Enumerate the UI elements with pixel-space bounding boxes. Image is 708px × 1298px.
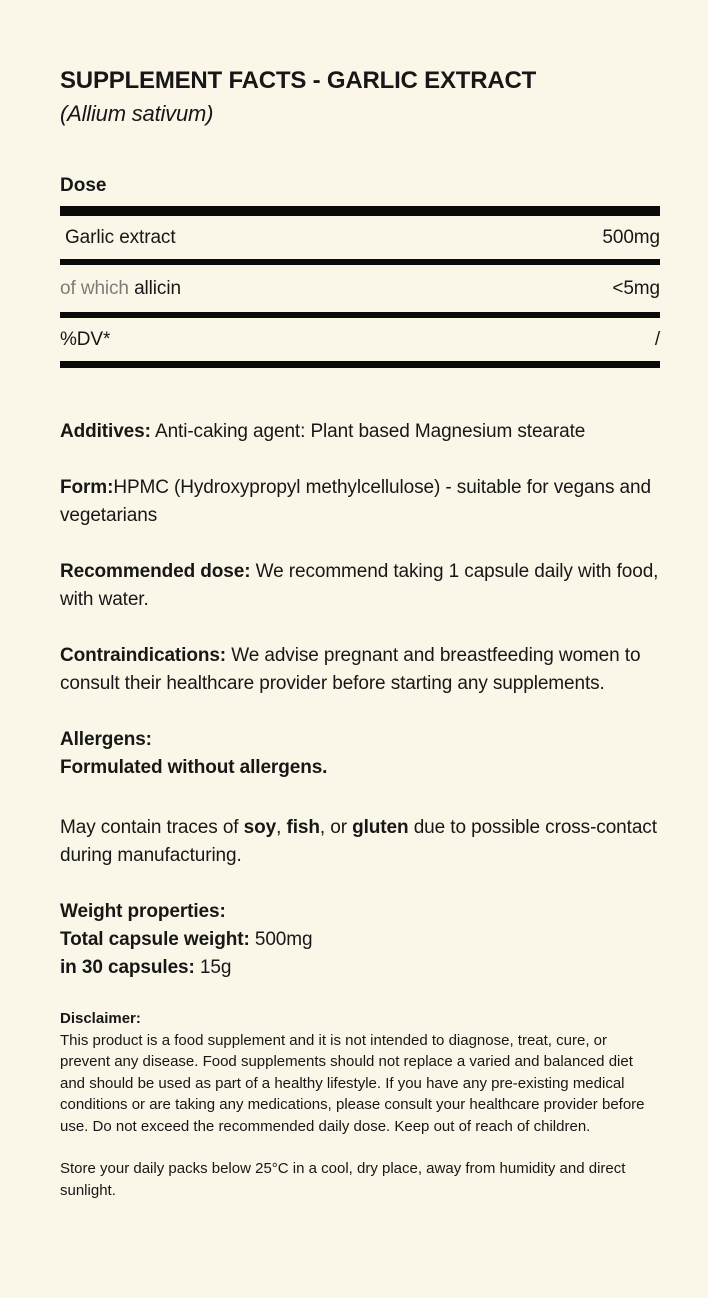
storage-paragraph: Store your daily packs below 25°C in a cool, dry place, away from humidity and direct sunlight. <box>60 1160 626 1199</box>
sub-ingredient: allicin <box>134 277 181 299</box>
ingredient-name <box>60 278 181 300</box>
disclaimer-heading: Disclaimer: <box>60 1010 141 1027</box>
contraindications-label: Contraindications: <box>60 645 227 666</box>
dv-label: %DV* <box>60 328 111 350</box>
table-row-garlic-extract <box>60 216 660 259</box>
additives-paragraph <box>60 418 660 446</box>
form-paragraph <box>60 474 660 530</box>
capsule-count-weight-label: in 30 capsules: <box>60 957 195 978</box>
allergens-statement: Formulated without allergens. <box>60 757 328 778</box>
traces-sep-2: , or <box>319 817 353 838</box>
page-title: SUPPLEMENT FACTS - GARLIC EXTRACT <box>60 67 537 94</box>
dv-value: / <box>654 328 660 350</box>
capsule-count-weight-line <box>60 954 660 982</box>
contraindications-text: We advise pregnant and breastfeeding women to consult their healthcare provider before starting any supplements. <box>60 645 641 694</box>
traces-text-1: May contain traces of <box>60 817 244 838</box>
total-capsule-weight-line <box>60 926 660 954</box>
allergen-fish: fish <box>286 817 320 838</box>
table-row-dv <box>60 318 660 361</box>
additives-label: Additives: <box>60 421 151 442</box>
ingredient-amount: <5mg <box>612 277 660 299</box>
traces-paragraph <box>60 814 660 870</box>
traces-sep-1: , <box>276 817 287 838</box>
additives-text: Anti-caking agent: Plant based Magnesium stearate <box>150 421 586 442</box>
disclaimer-text: This product is a food supplement and it is not intended to diagnose, treat, cure, or prevent any disease. Food supplements should not replace a varied and balanced diet and should be used as part of a healthy lifestyle. If you have any pre-existing medical conditions or are taking any medications, please consult your healthcare provider before use. Do not exceed the recommended daily dose. Keep out of reach of children. <box>60 1031 645 1135</box>
latin-name-subtitle: (Allium sativum) <box>60 101 214 126</box>
contraindications-paragraph <box>60 642 660 698</box>
total-capsule-weight-label: Total capsule weight: <box>60 929 250 950</box>
allergen-gluten: gluten <box>352 817 409 838</box>
table-divider-bottom <box>60 361 660 368</box>
ingredient-amount: 500mg <box>602 226 660 248</box>
table-row-allicin <box>60 265 660 312</box>
form-text: HPMC (Hydroxypropyl methylcellulose) - suitable for vegans and vegetarians <box>60 477 651 526</box>
form-label: Form: <box>60 477 114 498</box>
ingredient-name: Garlic extract <box>65 226 176 248</box>
traces-text-2: due to possible cross-contact during manufacturing. <box>60 817 657 866</box>
allergens-heading: Allergens: <box>60 729 152 750</box>
allergen-soy: soy <box>243 817 277 838</box>
disclaimer-block <box>60 1008 660 1137</box>
of-which-prefix: of which <box>60 277 135 299</box>
total-capsule-weight-value: 500mg <box>249 929 313 950</box>
allergens-block <box>60 726 660 782</box>
recommended-dose-paragraph <box>60 558 660 614</box>
dose-table-heading: Dose <box>60 175 107 196</box>
capsule-count-weight-value: 15g <box>194 957 232 978</box>
weight-properties-block <box>60 898 660 982</box>
table-divider-top <box>60 206 660 216</box>
recommended-dose-text: We recommend taking 1 capsule daily with food, with water. <box>60 561 659 610</box>
recommended-dose-label: Recommended dose: <box>60 561 251 582</box>
weight-properties-heading: Weight properties: <box>60 901 226 922</box>
